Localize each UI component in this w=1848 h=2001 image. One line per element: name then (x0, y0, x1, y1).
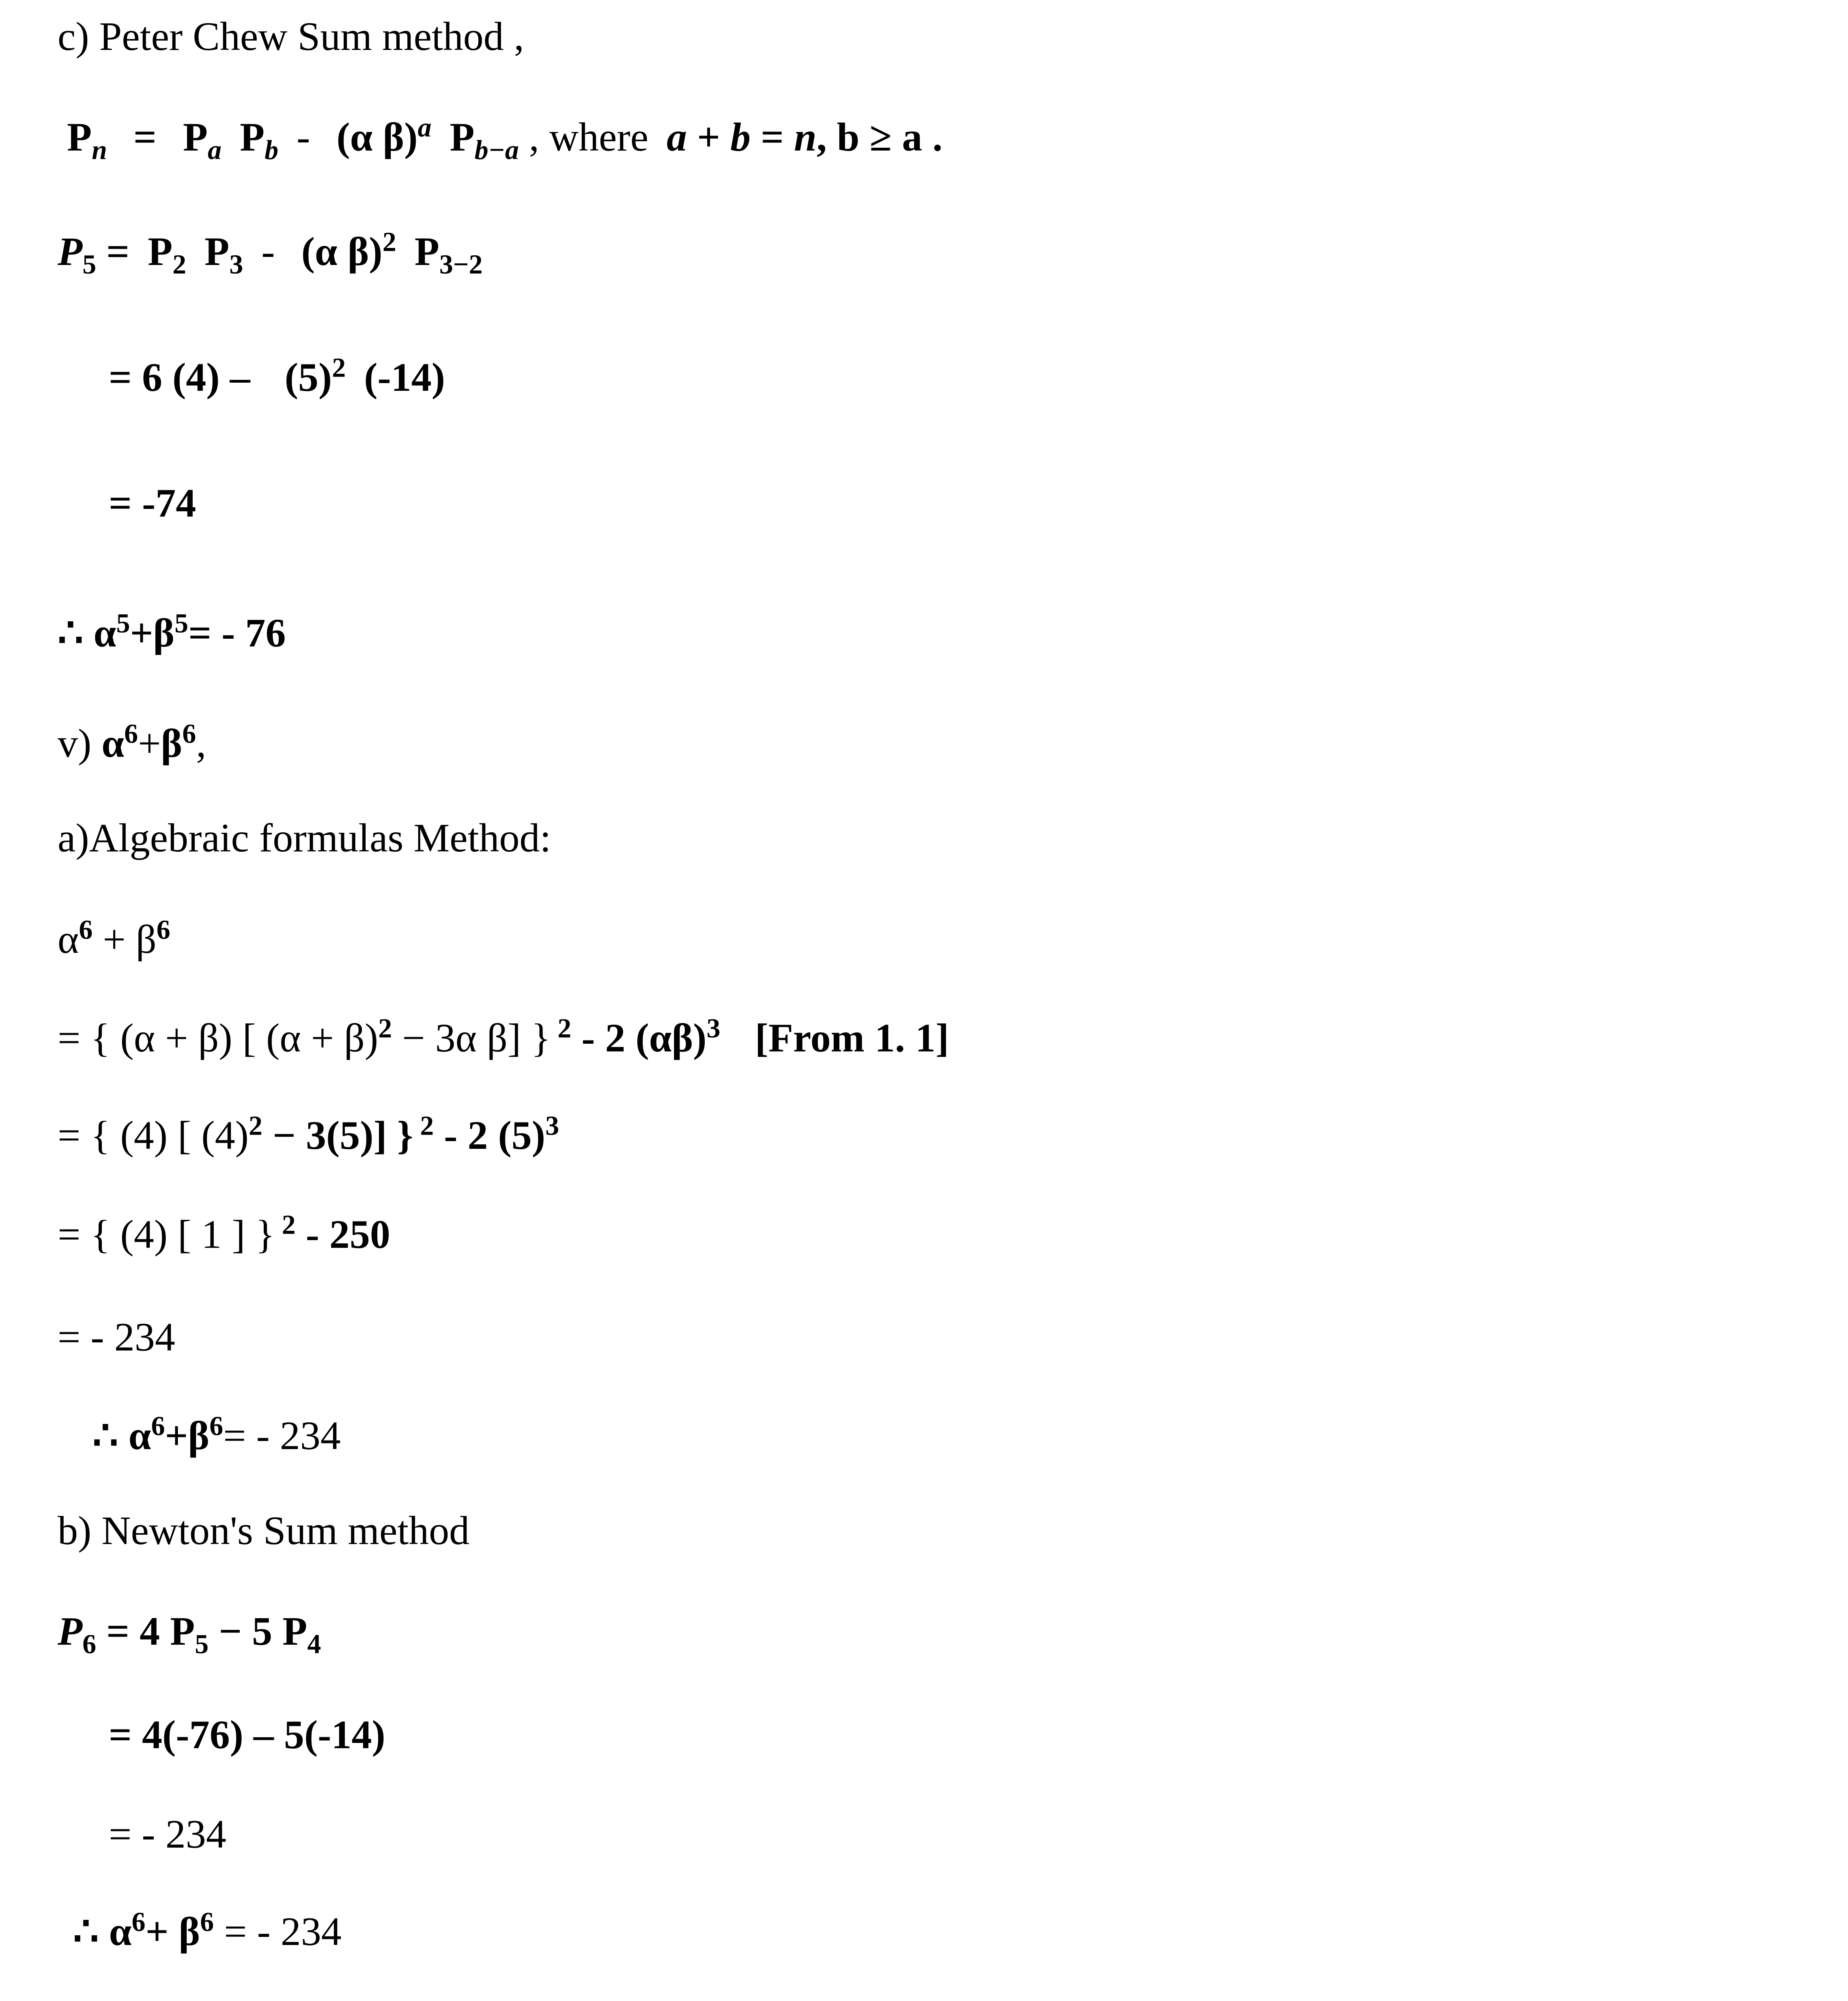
therefore5-sym: ∴ α (58, 610, 116, 655)
therefore6a-sup1: 6 (151, 1410, 165, 1441)
alg2-tail: - 2 (5) (434, 1113, 546, 1158)
general-formula (67, 112, 943, 165)
alg-line-4 (58, 1314, 175, 1359)
p5-step1 (109, 352, 445, 400)
alg3-pre: = { (4) [ 1 ] } (58, 1212, 275, 1257)
therefore6a-sup2: 6 (209, 1410, 224, 1441)
alg-line-0 (58, 914, 170, 962)
heading-newton (58, 1510, 469, 1551)
heading-v-plus: + (138, 721, 161, 766)
newton-mid: − 5 P (209, 1609, 308, 1654)
heading-v-sup2: 6 (182, 718, 196, 749)
cond-n: n (794, 114, 817, 159)
newton-step1-text: = 4(-76) – 5(-14) (109, 1712, 385, 1757)
general-eq: = (133, 114, 157, 159)
cond-plus: + (687, 114, 731, 159)
therefore6a-post: = - 234 (223, 1413, 341, 1458)
general-minus: - (297, 114, 310, 159)
alg-line-2 (58, 1110, 559, 1158)
p5-alpha-beta-sup: 2 (382, 226, 396, 257)
heading-v-beta: β (161, 721, 183, 766)
cond-rest: , b ≥ a . (816, 114, 943, 159)
p5-step1-pre: = 6 (4) – (109, 355, 250, 400)
general-t2: P (240, 114, 265, 159)
general-t2-sub: b (265, 134, 279, 165)
therefore6b-sup2: 6 (200, 1906, 214, 1937)
general-t3-sub: b−a (474, 134, 519, 165)
alg2-mid: − 3(5)] } (262, 1113, 413, 1158)
general-t1-sub: a (208, 134, 222, 165)
p5-step1-sup: 2 (332, 352, 346, 383)
general-alpha-beta-sup: a (417, 112, 432, 143)
heading-algebraic (58, 815, 551, 860)
p5-t2-sub: 3 (229, 249, 243, 280)
newton-sub2: 4 (307, 1628, 321, 1659)
alg3-tail: - 250 (295, 1212, 390, 1257)
therefore5-sup1: 5 (116, 607, 130, 639)
p5-step1-mid: (5) (284, 355, 332, 400)
alg2-cube: 3 (545, 1110, 559, 1141)
newton-step2 (109, 1811, 226, 1857)
general-alpha-beta: (α β) (336, 114, 418, 159)
newton-sub1: 5 (195, 1628, 209, 1659)
alg2-sq: 2 (248, 1110, 262, 1141)
p5-lhs-sub: 5 (82, 249, 97, 280)
p5-t3: P (414, 229, 439, 274)
therefore6b-post: = - 234 (214, 1909, 342, 1954)
alg1-reference: [From 1. 1] (755, 1015, 949, 1060)
alg2-pre: = { (4) [ (4) (58, 1113, 249, 1158)
p5-step2-text: = -74 (109, 480, 196, 526)
cond-b: b (730, 114, 751, 159)
therefore-six-a (93, 1410, 341, 1458)
general-t3: P (450, 114, 475, 159)
alg1-sup2: 2 (551, 1012, 572, 1044)
p5-t3-sub: 3−2 (439, 249, 483, 280)
p5-minus: - (261, 229, 275, 274)
alg-line-3 (58, 1209, 390, 1257)
alg0-sup1: 6 (79, 914, 93, 945)
newton-step1 (109, 1712, 385, 1757)
therefore-five (58, 607, 286, 655)
p5-step2 (109, 480, 196, 526)
alg0-sup2: 6 (156, 914, 170, 945)
therefore6b-mid: + β (145, 1909, 200, 1954)
p5-t1-sub: 2 (172, 249, 187, 280)
heading-v (58, 718, 207, 766)
newton-lhs-sub: 6 (82, 1628, 97, 1659)
therefore5-post: = - 76 (188, 610, 286, 655)
alg1-mid: − 3α β] } (392, 1015, 551, 1060)
alg3-sup2: 2 (275, 1209, 296, 1240)
heading-v-sup1: 6 (124, 718, 138, 749)
alg-line-1 (58, 1012, 949, 1060)
general-t1: P (183, 114, 208, 159)
heading-peter-chew (58, 16, 524, 57)
heading-algebraic-text: a)Algebraic formulas Method: (58, 815, 551, 860)
general-lhs-sub: n (92, 134, 107, 165)
cond-eq: = (751, 114, 794, 159)
therefore6b-sup1: 6 (131, 1906, 146, 1937)
therefore5-sup2: 5 (174, 607, 189, 639)
heading-v-pre: v) (58, 721, 102, 766)
general-lhs: P (67, 114, 92, 159)
p5-alpha-beta: (α β) (301, 229, 383, 274)
alg1-sq: 2 (378, 1012, 392, 1044)
heading-peter-chew-text: c) Peter Chew Sum method , (58, 14, 524, 59)
therefore-six-b (73, 1906, 342, 1954)
general-where: , where (529, 114, 649, 159)
alg0-alpha: α (58, 917, 79, 962)
p5-step1-post: (-14) (364, 355, 445, 400)
p5-eq: = (106, 229, 130, 274)
p5-lhs: P (58, 229, 83, 274)
newton-formula (58, 1609, 321, 1659)
therefore6a-mid: +β (165, 1413, 210, 1458)
p5-t2: P (204, 229, 230, 274)
heading-v-alpha: α (101, 721, 125, 766)
newton-step2-text: = - 234 (109, 1811, 226, 1857)
cond-a: a (667, 114, 687, 159)
therefore6b-sym: ∴ α (73, 1909, 132, 1954)
heading-v-post: , (196, 721, 207, 766)
newton-lhs: P (58, 1609, 83, 1654)
alg4-text: = - 234 (58, 1314, 175, 1359)
therefore5-mid: +β (130, 610, 175, 655)
alg1-pre: = { (α + β) [ (α + β) (58, 1015, 379, 1060)
alg1-tail: - 2 (αβ) (571, 1015, 707, 1060)
p5-formula (58, 226, 483, 280)
newton-eq: = 4 P (96, 1609, 195, 1654)
p5-t1: P (148, 229, 173, 274)
alg1-cube: 3 (706, 1012, 721, 1044)
heading-newton-text: b) Newton's Sum method (58, 1508, 470, 1553)
therefore6a-sym: ∴ α (93, 1413, 151, 1458)
alg2-sup2: 2 (413, 1110, 434, 1141)
alg0-plus: + β (93, 917, 157, 962)
